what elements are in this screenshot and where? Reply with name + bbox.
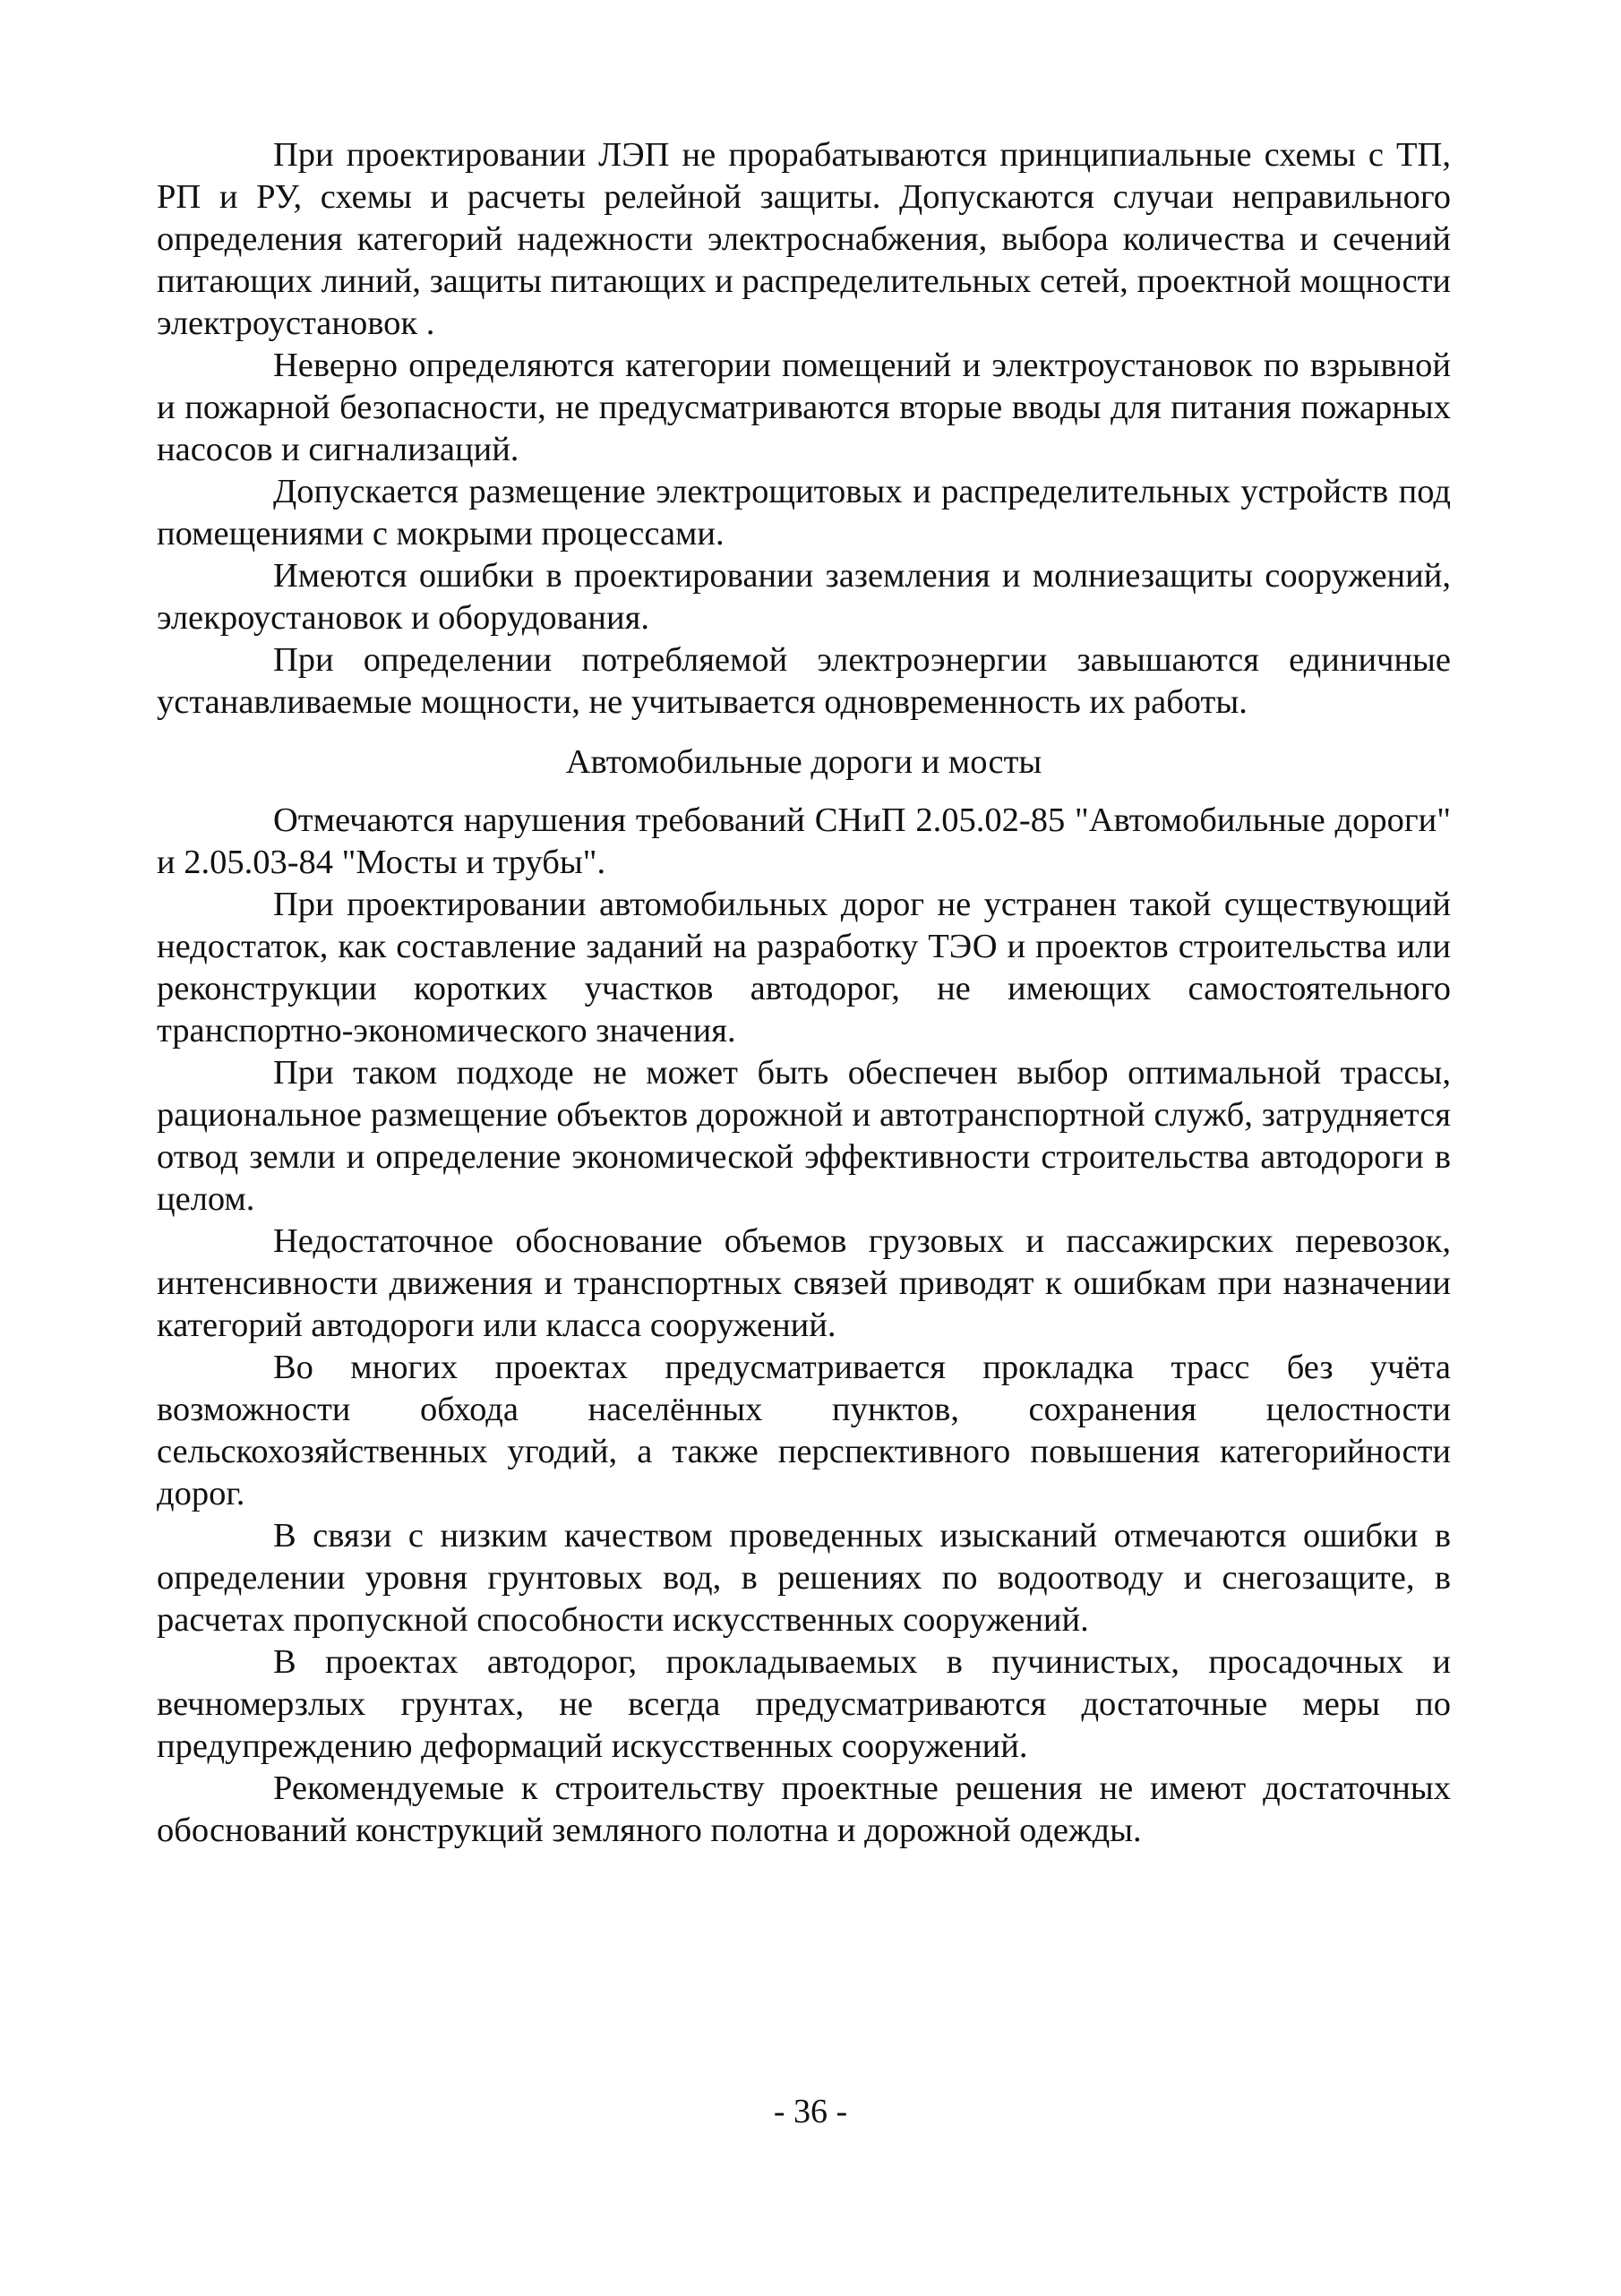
paragraph: Рекомендуемые к строительству проектные решения не имеют достаточных обоснований конструкций земляного полотна и дорожной одежды. <box>157 1769 1451 1849</box>
page-number: - 36 - <box>773 2093 848 2130</box>
paragraph: Недостаточное обоснование объемов грузовых и пассажирских перевозок, интенсивности движения и транспортных связей приводят к ошибкам при назначении категорий автодороги или класса сооружений. <box>157 1222 1451 1344</box>
paragraph: Во многих проектах предусматривается прокладка трасс без учёта возможности обхода населённых пунктов, сохранения целостности сельскохозяйственных угодий, а также перспективного повышения категорийности дорог. <box>157 1349 1451 1512</box>
paragraph: Допускается размещение электрощитовых и распределительных устройств под помещениями с мокрыми процессами. <box>157 473 1451 553</box>
paragraph: При определении потребляемой электроэнергии завышаются единичные устанавливаемые мощности, не учитывается одновременность их работы. <box>157 641 1451 721</box>
paragraph: При проектировании ЛЭП не прорабатываются принципиальные схемы с ТП, РП и РУ, схемы и расчеты релейной защиты. Допускаются случаи неправильного определения категорий надежности электроснабжения, выбора количества и сечений питающих линий, защиты питающих и распределительных сетей, проектной мощности электроустановок . <box>157 136 1451 342</box>
paragraph: При таком подходе не может быть обеспечен выбор оптимальной трассы, рациональное размещение объектов дорожной и автотранспортной служб, затрудняется отвод земли и определение экономической эффективности строительства автодороги в целом. <box>157 1054 1451 1218</box>
paragraph: Отмечаются нарушения требований СНиП 2.05.02-85 "Автомобильные дороги" и 2.05.03-84 "Мосты и трубы". <box>157 801 1451 881</box>
paragraph: В проектах автодорог, прокладываемых в пучинистых, просадочных и вечномерзлых грунтах, не всегда предусматриваются достаточные меры по предупреждению деформаций искусственных сооружений. <box>157 1643 1451 1765</box>
paragraph: При проектировании автомобильных дорог не устранен такой существующий недостаток, как составление заданий на разработку ТЭО и проектов строительства или реконструкции коротких участков автодорог, не имеющих самостоятельного транспортно-экономического значения. <box>157 886 1451 1049</box>
section-heading: Автомобильные дороги и мосты <box>565 743 1042 781</box>
paragraph: Имеются ошибки в проектировании заземления и молниезащиты сооружений, элекроустановок и оборудования. <box>157 557 1451 637</box>
page-body <box>157 134 1451 1852</box>
paragraph: Неверно определяются категории помещений и электроустановок по взрывной и пожарной безопасности, не предусматриваются вторые вводы для питания пожарных насосов и сигнализаций. <box>157 347 1451 468</box>
paragraph: В связи с низким качеством проведенных изысканий отмечаются ошибки в определении уровня грунтовых вод, в решениях по водоотводу и снегозащите, в расчетах пропускной способности искусственных сооружений. <box>157 1517 1451 1639</box>
